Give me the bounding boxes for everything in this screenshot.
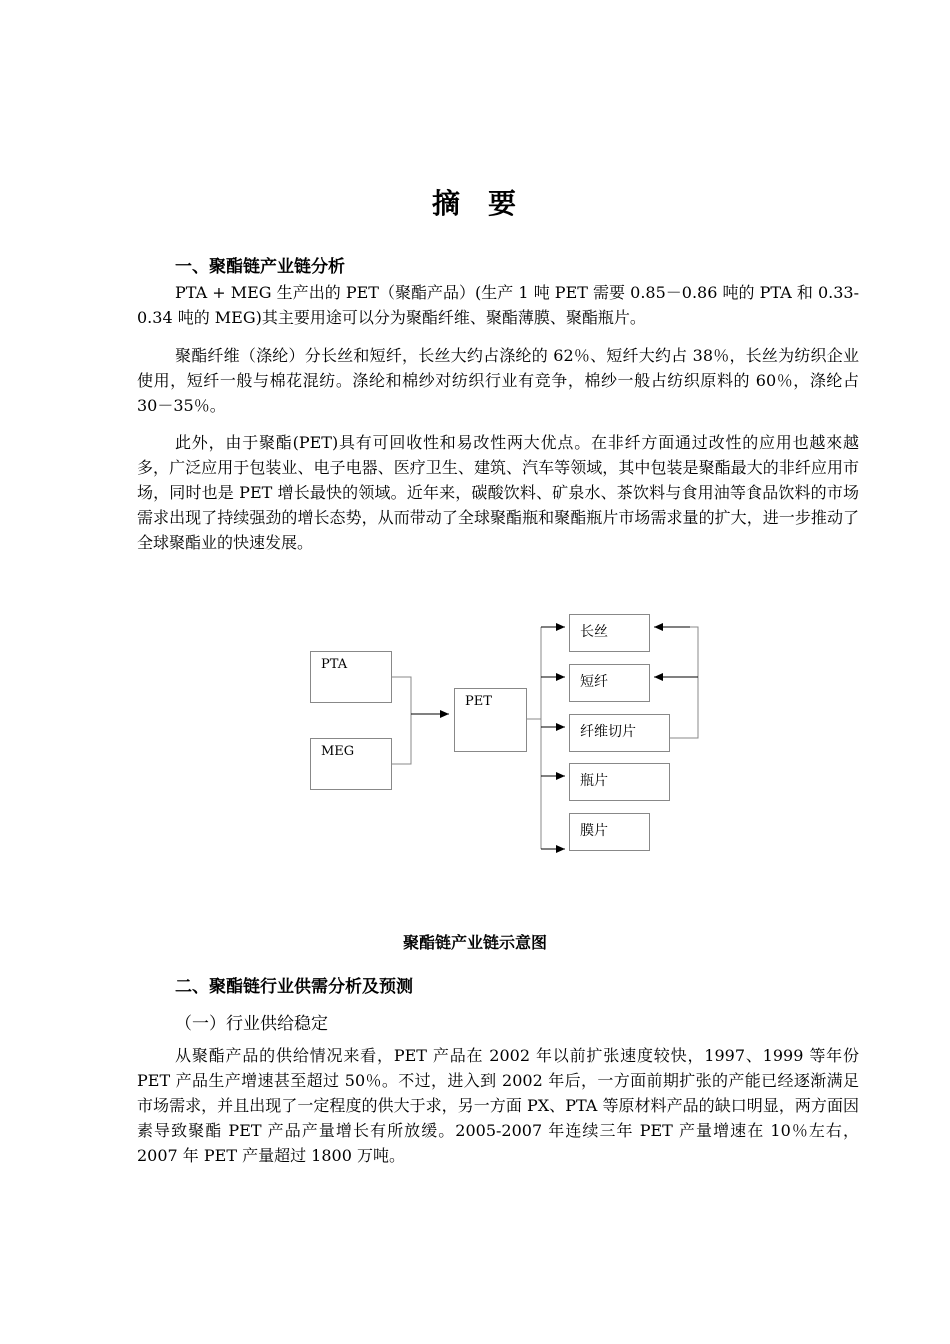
diagram-box-fiber-chips: 纤维切片 [569,714,670,752]
diagram-caption: 聚酯链产业链示意图 [402,933,547,952]
feedback-bus-line [670,627,698,738]
section1-paragraph-1: PTA + MEG 生产出的 PET（聚酯产品）(生产 1 吨 PET 需要 0.85－0.86 吨的 PTA 和 0.33-0.34 吨的 MEG)其主要用途可以分为聚酯纤维、聚酯薄膜、聚酯瓶片。 [137,283,859,327]
diagram-box-pet: PET [454,688,527,752]
diagram-box-bottle-chips: 瓶片 [569,763,670,801]
title-char-1: 摘 [431,187,462,220]
diagram-box-filament: 长丝 [569,614,650,652]
input-bracket-line [392,677,411,764]
title-char-2: 要 [488,187,519,220]
section2-paragraph: 从聚酯产品的供给情况来看，PET 产品在 2002 年以前扩张速度较快，1997、1999 等年份 PET 产品生产增速甚至超过 50％。不过，进入到 2002 年后，一方面前期扩张的产能已经逐渐满足市场需求，并且出现了一定程度的供大于求，另一方面 PX、PTA 等原材料产品的缺口明显，两方面因素导致聚酯 PET 产品产量增长有所放缓。2005-2007 年连续三年 PET 产量增速在 10％左右，2007 年 PET 产量超过 1800 万吨。 [137,1046,859,1165]
section1-paragraph-3: 此外，由于聚酯(PET)具有可回收性和易改性两大优点。在非纤方面通过改性的应用也越來越多，广泛应用于包装业、电子电器、医疗卫生、建筑、汽车等领域，其中包装是聚酯最大的非纤应用市场，同时也是 PET 增长最快的领域。近年来，碳酸饮料、矿泉水、茶饮料与食用油等食品饮料的市场需求出现了持续强劲的增长态势，从而带动了全球聚酯瓶和聚酯瓶片市场需求量的扩大，进一步推动了全球聚酯业的快速发展。 [137,433,859,552]
section2-heading: 二、聚酯链行业供需分析及预测 [175,977,413,997]
section2-subheading: （一）行业供给稳定 [175,1014,328,1034]
diagram-box-film-chips: 膜片 [569,813,650,851]
diagram-box-staple-fiber: 短纤 [569,664,650,702]
section1-heading: 一、聚酯链产业链分析 [175,257,345,277]
diagram-box-meg: MEG [310,738,392,790]
diagram-box-pta: PTA [310,651,392,703]
section1-paragraph-2: 聚酯纤维（涤纶）分长丝和短纤，长丝大约占涤纶的 62％、短纤大约占 38％，长丝为纺织企业使用，短纤一般与棉花混纺。涤纶和棉纱对纺织行业有竞争，棉纱一般占纺织原料的 60％，涤纶占 30－35％。 [137,346,859,415]
